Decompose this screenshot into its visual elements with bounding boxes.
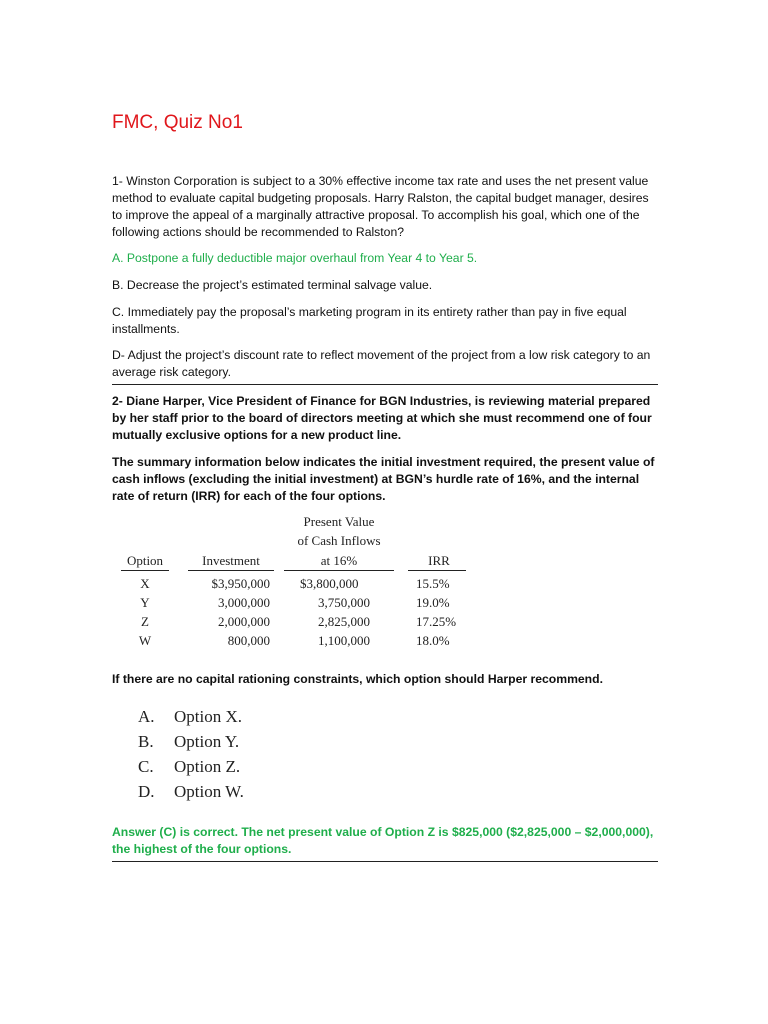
question-1-option-a: A. Postpone a fully deductible major overhaul from Year 4 to Year 5. [112,251,478,265]
row-pv: 2,825,000 [318,614,370,629]
header-option: Option [126,553,164,568]
question-1-option-b: B. Decrease the project’s estimated terminal salvage value. [112,278,433,292]
row-option: Z [141,614,149,629]
choice-b [138,729,244,754]
row-irr: 18.0% [416,633,450,648]
header-pv-line2: of Cash Inflows [297,533,381,548]
row-investment: 2,000,000 [218,614,270,629]
row-investment: $3,950,000 [211,576,270,591]
section-divider [112,384,658,385]
row-option: X [140,576,150,591]
question-2-prompt: If there are no capital rationing constraints, which option should Harper recommend. [112,672,603,686]
row-irr: 19.0% [416,595,450,610]
page-title: FMC, Quiz No1 [112,112,243,133]
question-2-intro: 2- Diane Harper, Vice President of Finance for BGN Industries, is reviewing material prepared by her staff prior to the board of directors meeting at which she must recommend one of four mutually exclusive options for a new product line. [112,394,652,442]
question-2-summary: The summary information below indicates the initial investment required, the present value of cash inflows (excluding the initial investment) at BGN’s hurdle rate of 16%, and the internal rate of return (IRR) for each of the four options. [112,455,655,503]
choice-letter: A. [138,707,155,726]
choice-d [138,779,244,804]
answer-explanation: Answer (C) is correct. The net present value of Option Z is $825,000 ($2,825,000 – $2,000,000), the highest of the four options. [112,825,654,856]
choice-letter: C. [138,757,154,776]
row-pv: 1,100,000 [318,633,370,648]
choice-c [138,754,244,779]
header-underline [188,570,274,571]
options-table [112,512,482,657]
row-option: Y [140,595,150,610]
choice-text: Option Z. [174,757,241,776]
question-2-choices [138,704,244,804]
row-option: W [138,633,152,648]
header-pv-line3: at 16% [320,553,358,568]
row-pv: 3,750,000 [318,595,370,610]
choice-text: Option W. [174,782,244,801]
question-1-option-c: C. Immediately pay the proposal’s marketing program in its entirety rather than pay in five equal installments. [112,305,627,336]
choice-text: Option Y. [174,732,240,751]
header-underline [284,570,394,571]
choice-letter: B. [138,732,154,751]
header-pv-line1: Present Value [303,514,375,529]
choice-a [138,704,244,729]
question-1-text: 1- Winston Corporation is subject to a 30% effective income tax rate and uses the net present value method to evaluate capital budgeting proposals. Harry Ralston, the capital budget manager, desires to improve the appeal of a marginally attractive proposal. To accomplish his goal, which one of the following actions should be recommended to Ralston? [112,174,649,239]
header-irr: IRR [428,553,450,568]
header-underline [121,570,169,571]
section-divider [112,861,658,862]
choice-letter: D. [138,782,155,801]
header-investment: Investment [202,553,260,568]
row-pv: $3,800,000 [300,576,359,591]
row-investment: 3,000,000 [218,595,270,610]
row-irr: 15.5% [416,576,450,591]
header-underline [408,570,466,571]
question-1-option-d: D- Adjust the project’s discount rate to reflect movement of the project from a low risk category to an average risk category. [112,348,651,379]
choice-text: Option X. [174,707,242,726]
row-investment: 800,000 [227,633,270,648]
row-irr: 17.25% [416,614,457,629]
